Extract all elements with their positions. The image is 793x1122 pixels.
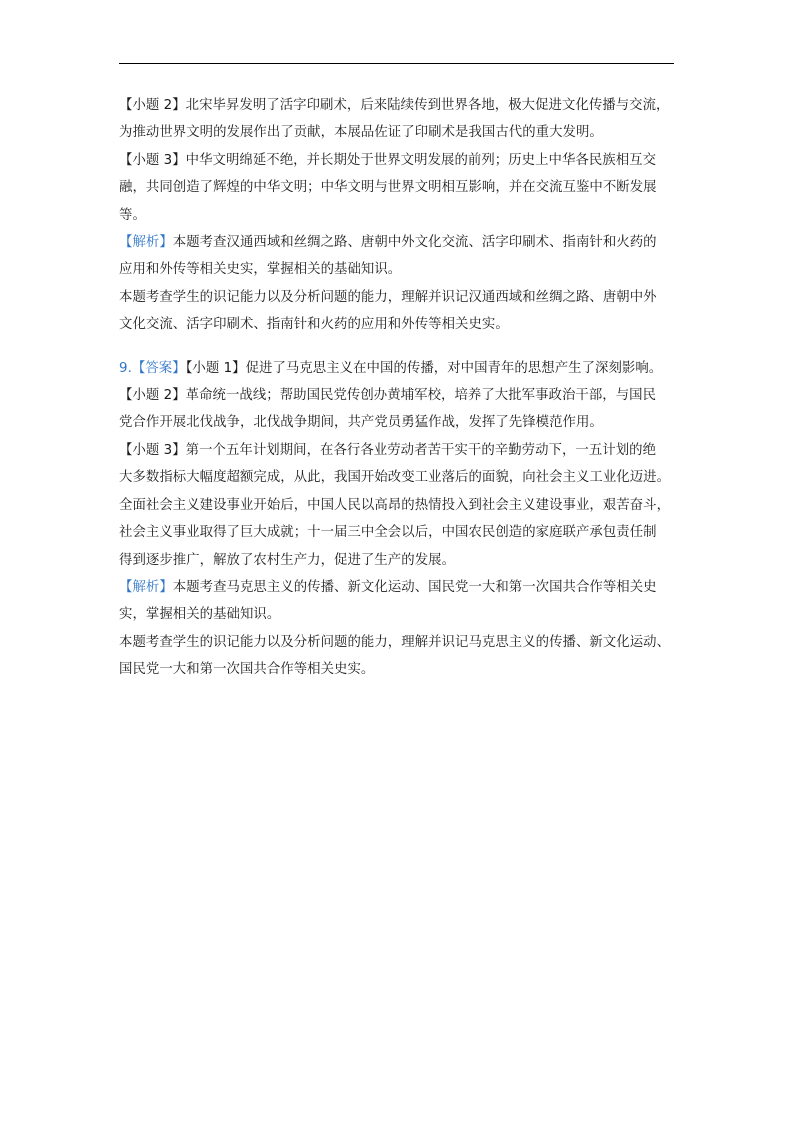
text-line: 融，共同创造了辉煌的中华文明；中华文明与世界文明相互影响，并在交流互鉴中不断发展 <box>119 180 657 196</box>
text-line: 本题考查学生的识记能力以及分析问题的能力，理解并识记马克思主义的传播、新文化运动、 <box>119 634 671 650</box>
text-line: 等。 <box>119 207 146 223</box>
answer-text: 【小题 1】促进了马克思主义在中国的传播，对中国青年的思想产生了深刻影响。 <box>185 360 663 376</box>
q9-subquestion-2 <box>119 382 679 437</box>
q9-subquestion-3 <box>119 437 679 574</box>
analysis-text: 本题考查马克思主义的传播、新文化运动、国民党一大和第一次国共合作等相关史 <box>172 579 657 595</box>
analysis-tag: 【解析】 <box>119 579 173 595</box>
text-line: 【小题 3】中华文明绵延不绝，并长期处于世界文明发展的前列；历史上中华各民族相互交 <box>119 152 657 168</box>
text-line: 得到逐步推广，解放了农村生产力，促进了生产的发展。 <box>119 552 456 568</box>
text-line: 大多数指标大幅度超额完成，从此，我国开始改变工业落后的面貌，向社会主义工业化迈进。 <box>119 470 671 486</box>
answer-tag: 【答案】 <box>131 360 186 376</box>
text-line: 【小题 2】革命统一战线；帮助国民党传创办黄埔军校，培养了大批军事政治干部，与国民 <box>119 388 657 404</box>
text-line: 社会主义事业取得了巨大成就；十一届三中全会以后，中国农民创造的家庭联产承包责任制 <box>119 525 657 541</box>
q8-subquestion-2 <box>119 92 679 147</box>
section-gap <box>119 339 679 355</box>
document-body <box>119 92 679 684</box>
text-line: 实，掌握相关的基础知识。 <box>119 607 281 623</box>
question-number: 9. <box>119 360 132 376</box>
text-line: 国民党一大和第一次国共合作等相关史实。 <box>119 662 375 678</box>
answer-first-line <box>119 355 679 382</box>
text-line: 【小题 3】第一个五年计划期间，在各行各业劳动者苦干实干的辛勤劳动下，一五计划的绝 <box>119 442 657 458</box>
header-rule <box>119 63 674 64</box>
text-line: 【小题 2】北宋毕昇发明了活字印刷术，后来陆续传到世界各地，极大促进文化传播与交流， <box>119 98 670 113</box>
text-line: 为推动世界文明的发展作出了贡献，本展品佐证了印刷术是我国古代的重大发明。 <box>119 125 603 141</box>
q8-subquestion-3 <box>119 147 679 229</box>
text-line: 本题考查学生的识记能力以及分析问题的能力，理解并识记汉通西域和丝绸之路、唐朝中外 <box>119 289 657 305</box>
text-line: 文化交流、活字印刷术、指南针和火药的应用和外传等相关史实。 <box>119 317 509 333</box>
analysis-first-line <box>119 229 679 256</box>
analysis-text: 本题考查汉通西域和丝绸之路、唐朝中外文化交流、活字印刷术、指南针和火药的 <box>172 235 657 251</box>
analysis-tag: 【解析】 <box>119 235 173 251</box>
q9-analysis <box>119 574 679 684</box>
text-line: 应用和外传等相关史实，掌握相关的基础知识。 <box>119 262 402 278</box>
analysis-first-line <box>119 574 679 601</box>
text-line: 全面社会主义建设事业开始后，中国人民以高昂的热情投入到社会主义建设事业，艰苦奋斗， <box>119 497 671 513</box>
text-line: 党合作开展北伐战争，北伐战争期间，共产党员勇猛作战，发挥了先锋模范作用。 <box>119 415 603 431</box>
q8-analysis <box>119 229 679 339</box>
q9-answer <box>119 355 679 382</box>
